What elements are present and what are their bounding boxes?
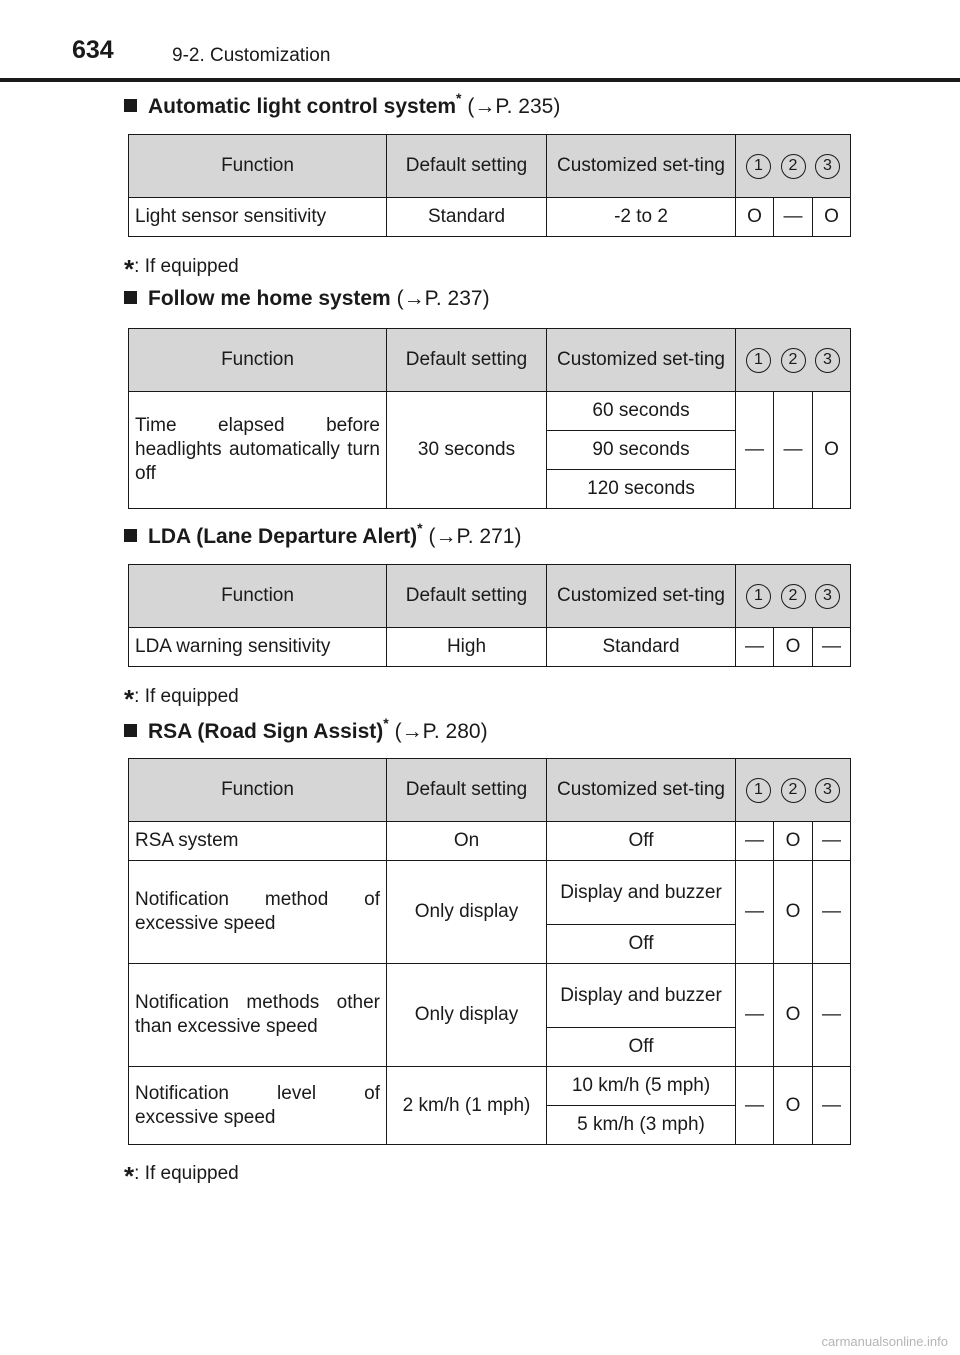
function-cell: Notification methods other than excessive speed [129, 964, 387, 1067]
col3-cell: O [813, 392, 851, 509]
chapter-title: 9-2. Customization [172, 45, 331, 66]
column-header-default: Default setting [387, 135, 547, 198]
page-reference: (→P. 235) [467, 95, 561, 118]
custom-cell: Display and buzzer [547, 964, 736, 1028]
circled-3-icon: 3 [815, 154, 840, 179]
col1-cell: — [736, 964, 774, 1067]
circled-2-icon: 2 [781, 348, 806, 373]
custom-cell: 5 km/h (3 mph) [547, 1106, 736, 1145]
page-reference: (→P. 280) [394, 720, 488, 743]
column-header-function: Function [129, 135, 387, 198]
circled-2-icon: 2 [781, 154, 806, 179]
circled-1-icon: 1 [746, 154, 771, 179]
watermark-logo: carmanualsonline.info [821, 1334, 948, 1349]
table-follow-me-home [128, 328, 851, 509]
default-cell: Only display [387, 861, 547, 964]
table-row [129, 964, 851, 1028]
column-header-function: Function [129, 329, 387, 392]
col3-cell: — [813, 964, 851, 1067]
col1-cell: O [736, 198, 774, 237]
square-bullet-icon [124, 529, 137, 542]
function-cell: Time elapsed before headlights automatically turn off [129, 392, 387, 509]
column-header-numbers [736, 329, 851, 392]
circled-2-icon: 2 [781, 584, 806, 609]
col1-cell: — [736, 1067, 774, 1145]
column-header-numbers [736, 759, 851, 822]
col1-cell: — [736, 822, 774, 861]
custom-cell: 60 seconds [547, 392, 736, 431]
function-cell: Light sensor sensitivity [129, 198, 387, 237]
col3-cell: — [813, 861, 851, 964]
default-cell: Standard [387, 198, 547, 237]
function-cell: LDA warning sensitivity [129, 628, 387, 667]
col2-cell: O [774, 1067, 813, 1145]
custom-cell: Off [547, 925, 736, 964]
col1-cell: — [736, 628, 774, 667]
function-cell: RSA system [129, 822, 387, 861]
col1-cell: — [736, 392, 774, 509]
circled-3-icon: 3 [815, 348, 840, 373]
circled-1-icon: 1 [746, 348, 771, 373]
header-rule [0, 78, 960, 82]
page-reference: (→P. 271) [428, 525, 522, 548]
custom-cell: Off [547, 822, 736, 861]
custom-cell: Display and buzzer [547, 861, 736, 925]
column-header-customized: Customized set-ting [547, 329, 736, 392]
footnote: *: If equipped [124, 1161, 239, 1191]
custom-cell: 120 seconds [547, 470, 736, 509]
table-row [129, 392, 851, 431]
page-number: 634 [72, 36, 114, 64]
custom-cell: -2 to 2 [547, 198, 736, 237]
col2-cell: — [774, 198, 813, 237]
circled-3-icon: 3 [815, 584, 840, 609]
footnote: *: If equipped [124, 254, 239, 284]
table-lda [128, 564, 851, 667]
default-cell: 30 seconds [387, 392, 547, 509]
column-header-default: Default setting [387, 329, 547, 392]
circled-1-icon: 1 [746, 778, 771, 803]
col2-cell: O [774, 861, 813, 964]
asterisk-icon: * [124, 254, 135, 284]
section-heading-automatic-light: Automatic light control system* (→P. 235) [124, 93, 560, 117]
table-automatic-light [128, 134, 851, 237]
section-heading-lda: LDA (Lane Departure Alert)* (→P. 271) [124, 523, 521, 547]
default-cell: Only display [387, 964, 547, 1067]
column-header-function: Function [129, 759, 387, 822]
col2-cell: O [774, 822, 813, 861]
column-header-numbers [736, 565, 851, 628]
column-header-function: Function [129, 565, 387, 628]
col2-cell: — [774, 392, 813, 509]
custom-cell: Off [547, 1028, 736, 1067]
column-header-default: Default setting [387, 759, 547, 822]
page-header [0, 0, 960, 82]
section-heading-rsa: RSA (Road Sign Assist)* (→P. 280) [124, 718, 488, 742]
square-bullet-icon [124, 724, 137, 737]
square-bullet-icon [124, 291, 137, 304]
circled-1-icon: 1 [746, 584, 771, 609]
asterisk-icon: * [124, 1161, 135, 1191]
table-row [129, 861, 851, 925]
footnote: *: If equipped [124, 684, 239, 714]
col3-cell: — [813, 1067, 851, 1145]
table-row [129, 1067, 851, 1106]
function-cell: Notification method of excessive speed [129, 861, 387, 964]
col3-cell: O [813, 198, 851, 237]
circled-2-icon: 2 [781, 778, 806, 803]
column-header-customized: Customized set-ting [547, 759, 736, 822]
circled-3-icon: 3 [815, 778, 840, 803]
section-heading-follow-me-home: Follow me home system (→P. 237) [124, 288, 490, 309]
table-row [129, 628, 851, 667]
default-cell: On [387, 822, 547, 861]
custom-cell: Standard [547, 628, 736, 667]
default-cell: 2 km/h (1 mph) [387, 1067, 547, 1145]
custom-cell: 90 seconds [547, 431, 736, 470]
table-row [129, 198, 851, 237]
col2-cell: O [774, 628, 813, 667]
custom-cell: 10 km/h (5 mph) [547, 1067, 736, 1106]
column-header-customized: Customized set-ting [547, 135, 736, 198]
function-cell: Notification level of excessive speed [129, 1067, 387, 1145]
col3-cell: — [813, 628, 851, 667]
column-header-customized: Customized set-ting [547, 565, 736, 628]
square-bullet-icon [124, 99, 137, 112]
column-header-default: Default setting [387, 565, 547, 628]
table-row [129, 822, 851, 861]
table-rsa [128, 758, 851, 1145]
asterisk-icon: * [124, 684, 135, 714]
default-cell: High [387, 628, 547, 667]
col1-cell: — [736, 861, 774, 964]
page-reference: (→P. 237) [396, 287, 490, 310]
col2-cell: O [774, 964, 813, 1067]
column-header-numbers [736, 135, 851, 198]
col3-cell: — [813, 822, 851, 861]
